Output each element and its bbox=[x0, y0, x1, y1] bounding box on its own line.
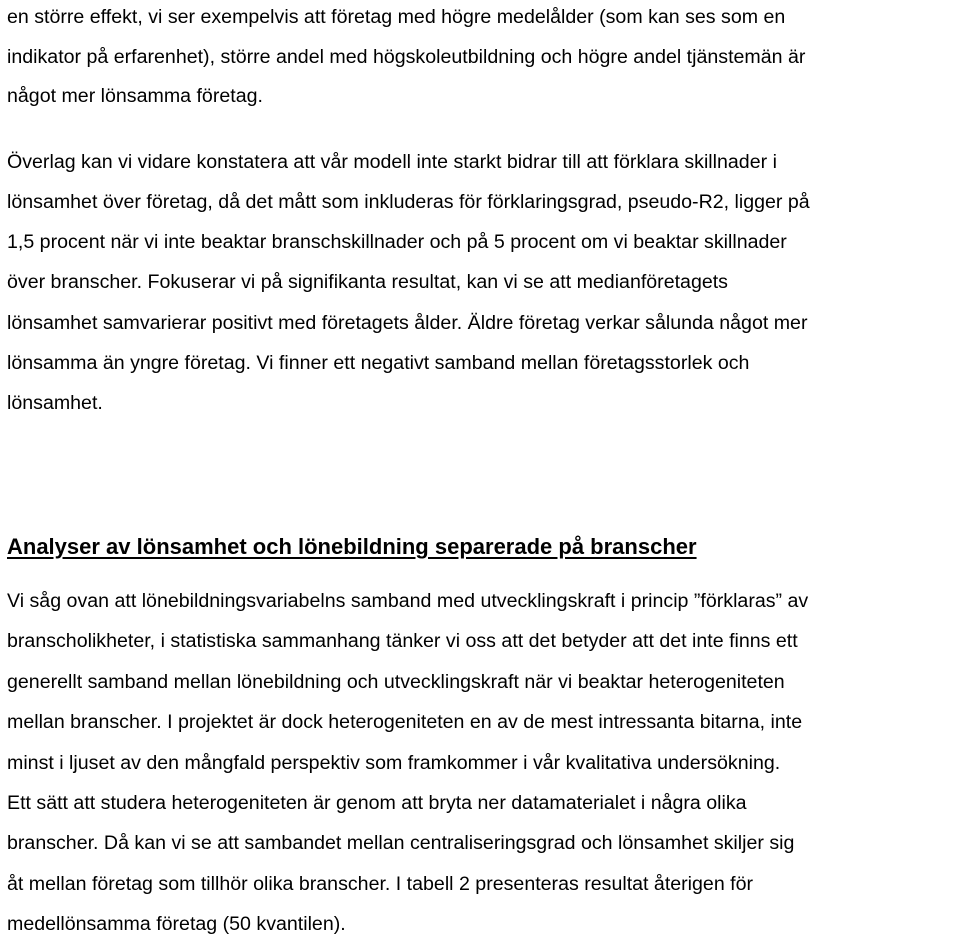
text-line: Överlag kan vi vidare konstatera att vår modell inte starkt bidrar till att förklara skillnader i bbox=[7, 151, 777, 173]
text-line: lönsamhet samvarierar positivt med företagets ålder. Äldre företag verkar sålunda något mer bbox=[7, 312, 808, 334]
text-line: över branscher. Fokuserar vi på signifikanta resultat, kan vi se att medianföretagets bbox=[7, 271, 728, 293]
text-line: något mer lönsamma företag. bbox=[7, 85, 263, 107]
text-line: branscholikheter, i statistiska sammanhang tänker vi oss att det betyder att det inte finns ett bbox=[7, 630, 798, 652]
text-line: Vi såg ovan att lönebildningsvariabelns samband med utvecklingskraft i princip ”förklaras” av bbox=[7, 590, 809, 612]
text-line: indikator på erfarenhet), större andel med högskoleutbildning och högre andel tjänstemän är bbox=[7, 46, 806, 68]
text-line: lönsamhet över företag, då det mått som inkluderas för förklaringsgrad, pseudo-R2, ligger på bbox=[7, 191, 810, 213]
text-line: minst i ljuset av den mångfald perspektiv som framkommer i vår kvalitativa undersökning. bbox=[7, 752, 781, 774]
text-line: åt mellan företag som tillhör olika branscher. I tabell 2 presenteras resultat återigen för bbox=[7, 873, 754, 895]
text-line: medellönsamma företag (50 kvantilen). bbox=[7, 913, 346, 935]
text-line: en större effekt, vi ser exempelvis att företag med högre medelålder (som kan ses som en bbox=[7, 6, 786, 28]
text-line: lönsamhet. bbox=[7, 392, 103, 414]
text-line: Ett sätt att studera heterogeniteten är genom att bryta ner datamaterialet i några olika bbox=[7, 792, 747, 814]
text-line: mellan branscher. I projektet är dock heterogeniteten en av de mest intressanta bitarna, inte bbox=[7, 711, 803, 733]
text-line: lönsamma än yngre företag. Vi finner ett negativt samband mellan företagsstorlek och bbox=[7, 352, 750, 374]
text-line: branscher. Då kan vi se att sambandet mellan centraliseringsgrad och lönsamhet skiljer sig bbox=[7, 832, 795, 854]
text-line: 1,5 procent när vi inte beaktar branschskillnader och på 5 procent om vi beaktar skillnader bbox=[7, 231, 787, 253]
section-heading: Analyser av lönsamhet och lönebildning separerade på branscher bbox=[7, 534, 697, 559]
text-line: generellt samband mellan lönebildning och utvecklingskraft när vi beaktar heterogeniteten bbox=[7, 671, 785, 693]
